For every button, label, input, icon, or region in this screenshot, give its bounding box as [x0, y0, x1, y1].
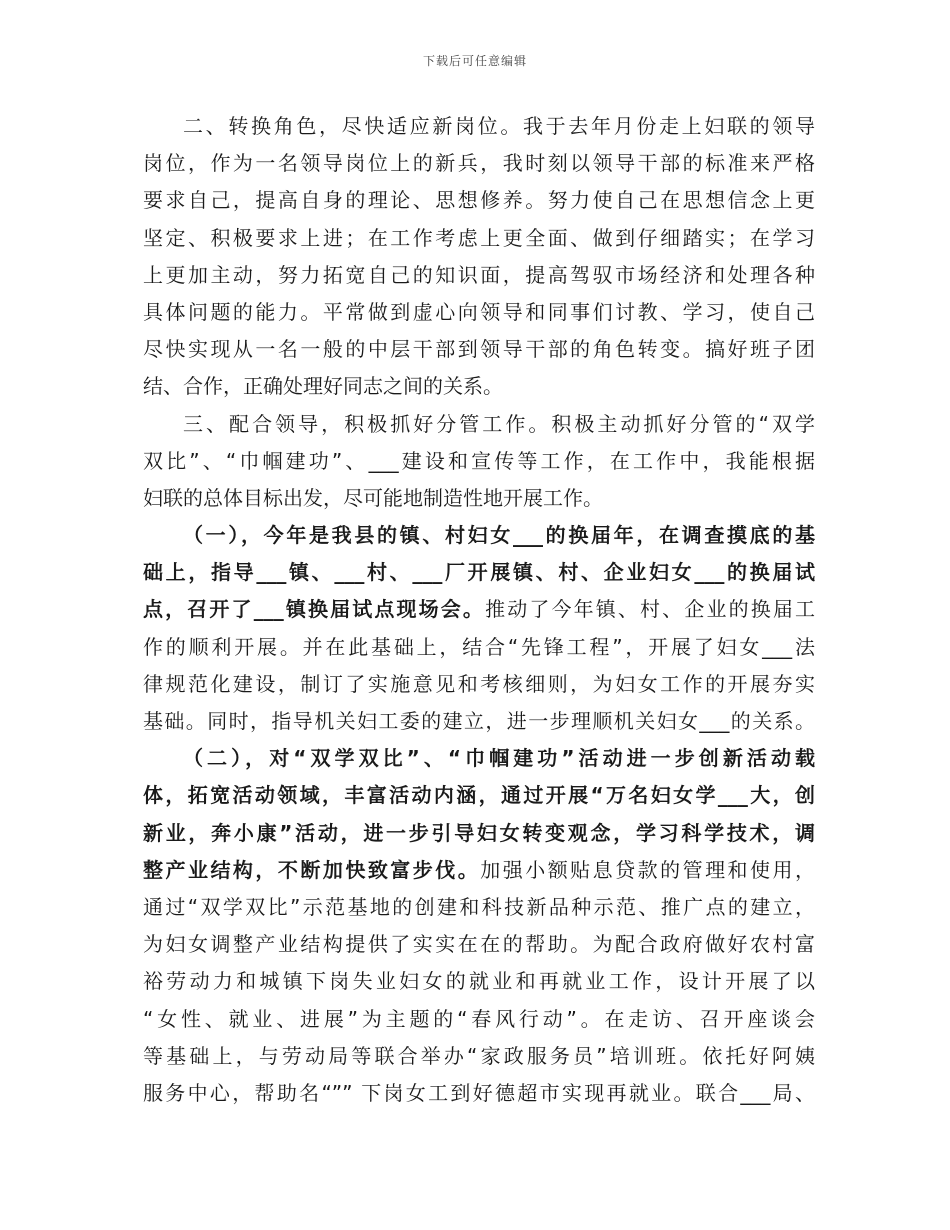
text-line: 岗位，作为一名领导岗位上的新兵，我时刻以领导干部的标准来严格: [143, 151, 815, 176]
bold-text: 整产业结构，不断加快致富步伐。: [143, 857, 481, 882]
text-line: 双比”、“巾帼建功”、___建设和宣传等工作，在工作中，我能根据: [143, 448, 815, 473]
text-line: 二、转换角色，尽快适应新岗位。我于去年月份走上妇联的领导: [183, 114, 815, 138]
text-line: 三、配合领导，积极抓好分管工作。积极主动抓好分管的“双学: [183, 411, 815, 436]
text-line: 上更加主动，努力拓宽自己的知识面，提高驾驭市场经济和处理各种: [143, 262, 815, 287]
text-line: （二），对“双学双比”、“巾帼建功”活动进一步创新活动载: [183, 746, 815, 771]
text-line: 律规范化建设，制订了实施意见和考核细则，为妇女工作的开展夯实: [143, 671, 815, 696]
text-line: 为妇女调整产业结构提供了实实在在的帮助。为配合政府做好农村富: [143, 932, 815, 957]
text-line: 础上，指导___镇、___村、___厂开展镇、村、企业妇女___的换届试: [143, 560, 815, 585]
text-line: 坚定、积极要求上进；在工作考虑上更全面、做到仔细踏实；在学习: [143, 225, 815, 250]
text-line: 要求自己，提高自身的理论、思想修养。努力使自己在思想信念上更: [143, 188, 815, 213]
paragraph-role-change: [143, 108, 815, 406]
paragraph-section-one: [143, 517, 815, 740]
paragraph-section-two: [143, 740, 815, 1112]
text-line: 新业，奔小康”活动，进一步引导妇女转变观念，学习科学技术，调: [143, 820, 815, 845]
text-line-mixed: [143, 852, 815, 889]
text-line: 结、合作，正确处理好同志之间的关系。: [143, 374, 503, 399]
text-line: 体，拓宽活动领域，丰富活动内涵，通过开展“万名妇女学___大，创: [143, 783, 815, 808]
text-line: “女性、就业、进展”为主题的“春风行动”。在走访、召开座谈会: [143, 1006, 815, 1031]
text-line: 裕劳动力和城镇下岗失业妇女的就业和再就业工作，设计开展了以: [143, 969, 815, 994]
normal-text: 推动了今年镇、村、企业的换届工: [485, 597, 816, 622]
bold-text: 点，召开了___镇换届试点现场会。: [143, 597, 486, 622]
page-header-note: 下载后可任意编辑: [422, 54, 527, 68]
text-line: 妇联的总体目标出发，尽可能地制造性地开展工作。: [143, 485, 603, 510]
normal-text: 加强小额贴息贷款的管理和使用，: [480, 857, 816, 882]
document-body: [143, 108, 815, 1112]
text-line: 等基础上，与劳动局等联合举办“家政服务员”培训班。依托好阿姨: [143, 1043, 815, 1068]
text-line-mixed: [143, 591, 815, 628]
text-line: 通过“双学双比”示范基地的创建和科技新品种示范、推广点的建立，: [143, 894, 815, 919]
text-line: 尽快实现从一名一般的中层干部到领导干部的角色转变。搞好班子团: [143, 337, 815, 362]
text-line: 服务中心，帮助名“”” 下岗女工到好德超市实现再就业。联合___局、: [143, 1080, 815, 1105]
paragraph-cooperate-leadership: [143, 406, 815, 518]
text-line: （一），今年是我县的镇、村妇女___的换届年，在调查摸底的基: [183, 523, 815, 548]
text-line: 基础。同时，指导机关妇工委的建立，进一步理顺机关妇女___的关系。: [143, 709, 815, 733]
text-line: 具体问题的能力。平常做到虚心向领导和同事们讨教、学习，使自己: [143, 299, 815, 324]
text-line: 作的顺利开展。并在此基础上，结合“先锋工程”，开展了妇女___法: [143, 634, 815, 659]
